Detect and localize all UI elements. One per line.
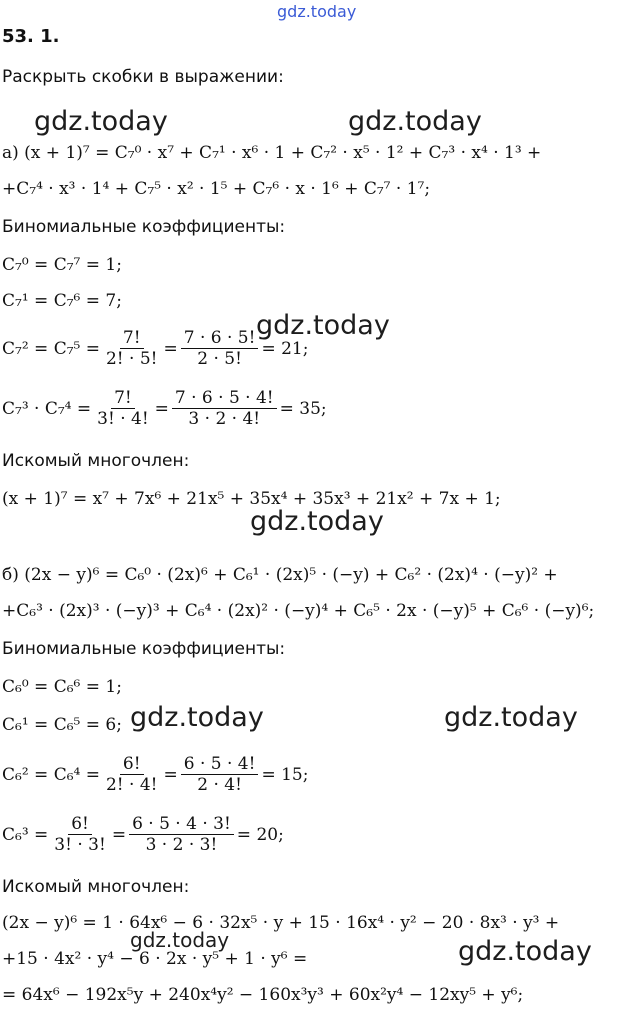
task-statement: Раскрыть скобки в выражении: — [2, 67, 284, 87]
part-b-coef-2-fraction-1 — [103, 754, 161, 795]
fraction-numerator: 6! — [120, 754, 144, 775]
part-a-poly-heading: Искомый многочлен: — [2, 451, 190, 471]
part-b-polynomial-line-1: (2x − y)⁶ = 1 · 64x⁶ − 6 · 32x⁵ · y + 15 · 16x⁴ · y² − 20 · 8x³ · y³ + — [2, 913, 560, 933]
watermark: gdz.today — [130, 928, 230, 952]
part-b-coef-heading: Биномиальные коэффициенты: — [2, 639, 286, 659]
part-b-coef-3-fraction-1 — [51, 814, 109, 855]
part-b-poly-heading: Искомый многочлен: — [2, 877, 190, 897]
fraction-numerator: 6! — [68, 814, 92, 835]
part-b-polynomial-line-2: +15 · 4x² · y⁴ − 6 · 2x · y⁵ + 1 · y⁶ = — [2, 949, 308, 969]
fraction-numerator: 7! — [111, 388, 135, 409]
part-a-coef-0: C₇⁰ = C₇⁷ = 1; — [2, 255, 122, 275]
problem-number: 53. 1. — [2, 26, 60, 47]
part-b-coef-0: C₆⁰ = C₆⁶ = 1; — [2, 677, 122, 697]
part-a-expansion-line-1: а) (x + 1)⁷ = C₇⁰ · x⁷ + C₇¹ · x⁶ · 1 + C₇² · x⁵ · 1² + C₇³ · x⁴ · 1³ + — [2, 143, 542, 163]
watermark-top: gdz.today — [277, 2, 357, 21]
part-b-coef-2-result: = 15; — [261, 764, 309, 785]
part-b-coef-2-fraction-2 — [181, 754, 259, 795]
part-b-polynomial-line-3: = 64x⁶ − 192x⁵y + 240x⁴y² − 160x³y³ + 60x²y⁴ − 12xy⁵ + y⁶; — [2, 985, 524, 1005]
part-b-coef-1: C₆¹ = C₆⁵ = 6; — [2, 715, 122, 735]
fraction-denominator: 2! · 4! — [105, 775, 158, 795]
part-b-coef-3-fraction-2 — [129, 814, 234, 855]
fraction-denominator: 3 · 2 · 3! — [145, 835, 218, 855]
part-a-coef-heading: Биномиальные коэффициенты: — [2, 217, 286, 237]
watermark: gdz.today — [34, 106, 168, 137]
fraction-denominator: 3! · 3! — [54, 835, 106, 855]
part-a-coef-2-fraction-2 — [181, 328, 259, 369]
part-b-coef-2: C₆² = C₆⁴ = $\frac{6!}{2! \cdot 4!}$ = $\frac{6 \cdot 5 \cdot 4!}{2 \cdot 4!}$ = 15; — [2, 754, 309, 795]
part-a-expansion-line-2: +C₇⁴ · x³ · 1⁴ + C₇⁵ · x² · 1⁵ + C₇⁶ · x · 1⁶ + C₇⁷ · 1⁷; — [2, 179, 431, 199]
fraction-denominator: 2 · 4! — [197, 775, 242, 795]
part-a-coef-3-fraction-1 — [94, 388, 152, 429]
part-b-coef-3-result: = 20; — [236, 824, 284, 845]
part-a-coef-3-fraction-2 — [172, 388, 277, 429]
watermark: gdz.today — [250, 506, 384, 537]
watermark: gdz.today — [348, 106, 482, 137]
part-a-coef-1: C₇¹ = C₇⁶ = 7; — [2, 291, 122, 311]
fraction-denominator: 2! · 5! — [105, 349, 158, 369]
part-b-expansion-line-1: б) (2x − y)⁶ = C₆⁰ · (2x)⁶ + C₆¹ · (2x)⁵ · (−y) + C₆² · (2x)⁴ · (−y)² + — [2, 565, 558, 585]
part-a-coef-2-fraction-1 — [103, 328, 161, 369]
fraction-denominator: 3 · 2 · 4! — [188, 409, 261, 429]
watermark: gdz.today — [444, 702, 578, 733]
part-a-coef-2: C₇² = C₇⁵ = $\frac{7!}{2! \cdot 5!}$ = $\frac{7 \cdot 6 \cdot 5!}{2 \cdot 5!}$ = 21; — [2, 328, 309, 369]
fraction-denominator: 2 · 5! — [197, 349, 242, 369]
fraction-denominator: 3! · 4! — [97, 409, 149, 429]
fraction-numerator: 7 · 6 · 5! — [181, 328, 259, 349]
part-a-coef-3-result: = 35; — [279, 398, 327, 419]
fraction-numerator: 6 · 5 · 4! — [181, 754, 259, 775]
fraction-numerator: 7! — [120, 328, 144, 349]
part-a-coef-3-left: C₇³ · C₇⁴ = — [2, 398, 92, 419]
watermark: gdz.today — [130, 702, 264, 733]
watermark: gdz.today — [458, 936, 592, 967]
part-a-polynomial: (x + 1)⁷ = x⁷ + 7x⁶ + 21x⁵ + 35x⁴ + 35x³ + 21x² + 7x + 1; — [2, 489, 501, 509]
part-a-coef-2-left: C₇² = C₇⁵ = — [2, 338, 100, 359]
part-a-coef-3: C₇³ · C₇⁴ = $\frac{7!}{3! \cdot 4!}$ = $\frac{7 \cdot 6 \cdot 5 \cdot 4!}{3 \cdot 2 \cdot 4!}$ = 35; — [2, 388, 327, 429]
part-b-expansion-line-2: +C₆³ · (2x)³ · (−y)³ + C₆⁴ · (2x)² · (−y)⁴ + C₆⁵ · 2x · (−y)⁵ + C₆⁶ · (−y)⁶; — [2, 601, 595, 621]
part-b-coef-3: C₆³ = $\frac{6!}{3! \cdot 3!}$ = $\frac{6 \cdot 5 \cdot 4 \cdot 3!}{3 \cdot 2 \cdot 3!}$ = 20; — [2, 814, 284, 855]
part-b-coef-3-left: C₆³ = — [2, 824, 49, 845]
part-a-coef-2-result: = 21; — [261, 338, 309, 359]
part-b-coef-2-left: C₆² = C₆⁴ = — [2, 764, 100, 785]
fraction-numerator: 6 · 5 · 4 · 3! — [129, 814, 234, 835]
watermark: gdz.today — [256, 310, 390, 341]
fraction-numerator: 7 · 6 · 5 · 4! — [172, 388, 277, 409]
